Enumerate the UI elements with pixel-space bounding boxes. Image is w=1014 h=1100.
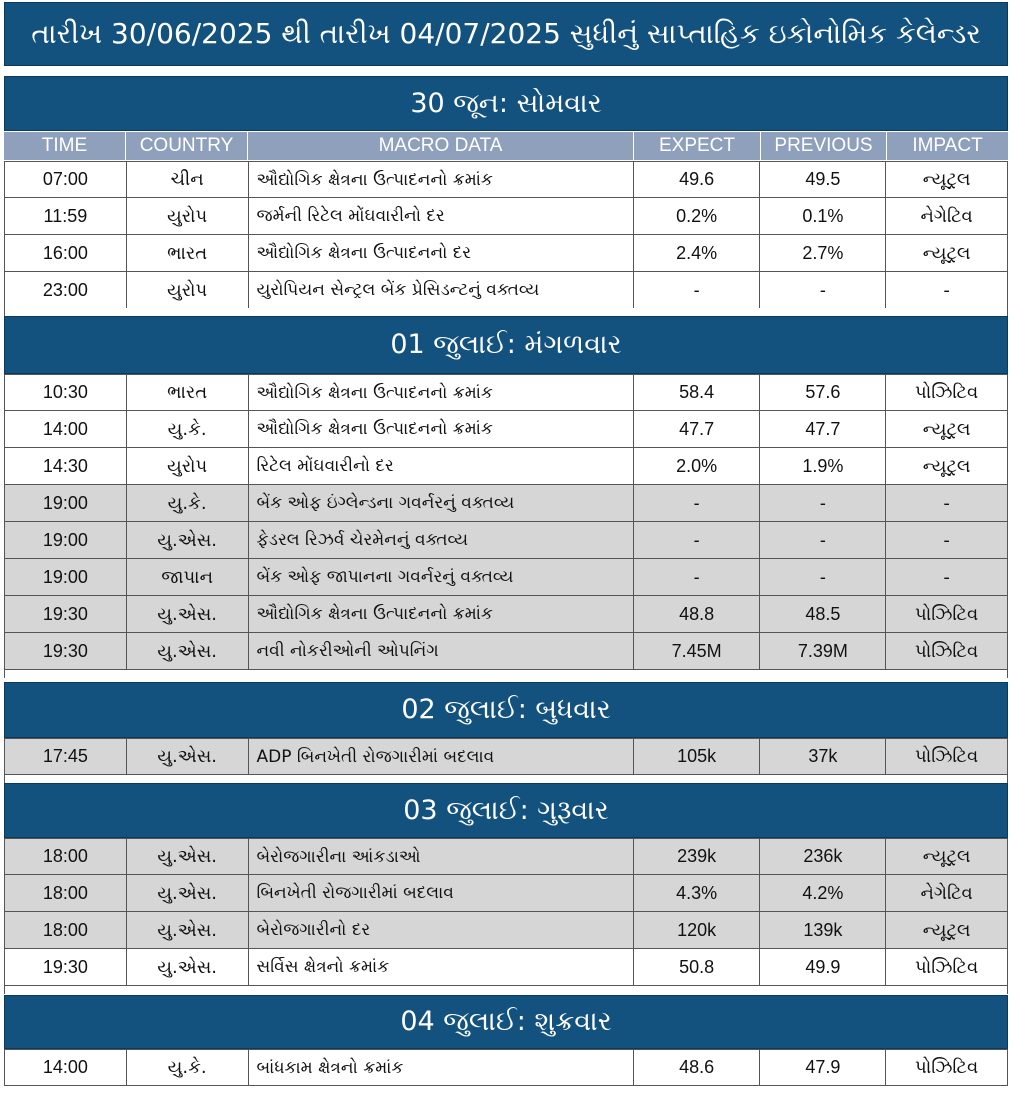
cell-country: યુ.એસ. [127, 839, 249, 874]
cell-previous: - [760, 485, 886, 521]
cell-impact: નેગેટિવ [920, 882, 973, 904]
cell-expect: 47.7 [634, 411, 761, 447]
cell-macro-data: રિટેલ મોંઘવારીનો દર [249, 448, 634, 484]
cell-previous: 49.9 [760, 949, 886, 985]
cell-previous: - [760, 272, 886, 308]
cell-country: યુ.એસ. [127, 522, 249, 558]
cell-time: 16:00 [5, 235, 127, 271]
cell-macro-data: નવી નોકરીઓની ઓપનિંગ [249, 633, 634, 669]
cell-macro-data: ઔદ્યોગિક ક્ષેત્રના ઉત્પાદનનો ક્રમાંક [249, 375, 634, 410]
day-heading-friday: 04 જુલાઈ: શુક્રવાર [4, 995, 1008, 1049]
header-macro-data: MACRO DATA [248, 132, 634, 160]
day-heading-thursday: 03 જુલાઈ: ગુરૂવાર [4, 783, 1008, 838]
header-time: TIME [4, 132, 126, 160]
cell-impact: ન્યૂટ્રલ [922, 418, 971, 440]
cell-impact: ન્યૂટ્રલ [922, 846, 971, 867]
table-header [4, 132, 1008, 160]
header-country: COUNTRY [126, 132, 248, 160]
cell-impact: ન્યૂટ્રલ [922, 169, 971, 190]
cell-country: યુ.એસ. [127, 596, 249, 632]
table-row [4, 838, 1008, 875]
cell-impact: - [943, 279, 950, 301]
cell-time: 10:30 [5, 375, 127, 410]
cell-impact: પોઝિટિવ [915, 603, 979, 625]
cell-expect: 2.4% [634, 235, 761, 271]
header-expect: EXPECT [634, 132, 761, 160]
cell-country: યુરોપ [127, 448, 249, 484]
cell-country: યુ.એસ. [127, 875, 249, 911]
cell-macro-data: ઔદ્યોગિક ક્ષેત્રના ઉત્પાદનનો ક્રમાંક [249, 596, 634, 632]
cell-impact: પોઝિટિવ [915, 1057, 979, 1078]
cell-previous: 37k [760, 739, 886, 774]
cell-time: 23:00 [5, 272, 127, 308]
cell-impact: ન્યૂટ્રલ [922, 919, 971, 941]
cell-impact: પોઝિટિવ [915, 746, 979, 767]
cell-previous: 47.9 [760, 1050, 886, 1085]
cell-expect: 2.0% [634, 448, 761, 484]
table-row [4, 738, 1008, 775]
cell-macro-data: બેરોજગારીના આંકડાઓ [249, 839, 634, 874]
cell-macro-data: ફેડરલ રિઝર્વ ચેરમેનનું વક્તવ્ય [249, 522, 634, 558]
cell-macro-data: જર્મની રિટેલ મોંઘવારીનો દર [249, 198, 634, 234]
table-row [4, 198, 1008, 235]
cell-expect: 48.6 [634, 1050, 761, 1085]
cell-previous: 57.6 [760, 375, 886, 410]
table-row [4, 161, 1008, 198]
section-gap [4, 775, 1008, 783]
header-previous: PREVIOUS [761, 132, 887, 160]
cell-expect: 4.3% [634, 875, 761, 911]
section-gap [4, 308, 1008, 316]
cell-previous: 7.39M [760, 633, 886, 669]
cell-impact: ન્યૂટ્રલ [922, 242, 971, 264]
cell-impact: - [943, 566, 950, 588]
cell-time: 19:00 [5, 559, 127, 595]
cell-time: 14:30 [5, 448, 127, 484]
cell-time: 19:30 [5, 633, 127, 669]
cell-macro-data: ઔદ્યોગિક ક્ષેત્રના ઉત્પાદનનો દર [249, 235, 634, 271]
cell-country: યુ.એસ. [127, 949, 249, 985]
cell-previous: 49.5 [760, 162, 886, 197]
cell-expect: 0.2% [634, 198, 761, 234]
table-row [4, 522, 1008, 559]
cell-expect: 239k [634, 839, 761, 874]
cell-macro-data: યુરોપિયન સેન્ટ્રલ બેંક પ્રેસિડન્ટનું વક્તવ્ય [249, 272, 634, 308]
table-row [4, 374, 1008, 411]
cell-macro-data: બાંધકામ ક્ષેત્રનો ક્રમાંક [249, 1050, 634, 1085]
table-row [4, 949, 1008, 986]
cell-previous: 0.1% [760, 198, 886, 234]
cell-expect: 58.4 [634, 375, 761, 410]
cell-expect: 50.8 [634, 949, 761, 985]
cell-country: યુ.એસ. [127, 633, 249, 669]
cell-macro-data: બિનખેતી રોજગારીમાં બદલાવ [249, 875, 634, 911]
cell-country: જાપાન [127, 559, 249, 595]
cell-macro-data: ઔદ્યોગિક ક્ષેત્રના ઉત્પાદનનો ક્રમાંક [249, 162, 634, 197]
cell-expect: 120k [634, 912, 761, 948]
page-title: તારીખ 30/06/2025 થી તારીખ 04/07/2025 સુધીનું સાપ્તાહિક ઇકોનોમિક કેલેન્ડર [4, 2, 1008, 66]
cell-time: 17:45 [5, 739, 127, 774]
cell-country: યુ.એસ. [127, 739, 249, 774]
cell-impact: પોઝિટિવ [915, 382, 979, 403]
cell-previous: 139k [760, 912, 886, 948]
day-heading-tuesday: 01 જુલાઈ: મંગળવાર [4, 316, 1008, 374]
cell-time: 18:00 [5, 875, 127, 911]
cell-country: યુ.કે. [127, 1050, 249, 1085]
cell-country: ભારત [127, 235, 249, 271]
table-row [4, 633, 1008, 670]
section-gap [4, 670, 1008, 678]
day-heading-wednesday: 02 જુલાઈ: બુધવાર [4, 682, 1008, 738]
cell-previous: 48.5 [760, 596, 886, 632]
table-row [4, 235, 1008, 272]
table-row [4, 912, 1008, 949]
cell-previous: 236k [760, 839, 886, 874]
cell-expect: 49.6 [634, 162, 761, 197]
table-row [4, 559, 1008, 596]
cell-macro-data: સર્વિસ ક્ષેત્રનો ક્રમાંક [249, 949, 634, 985]
cell-previous: 47.7 [760, 411, 886, 447]
cell-country: યુ.કે. [127, 411, 249, 447]
cell-macro-data: બેંક ઓફ જાપાનના ગવર્નરનું વક્તવ્ય [249, 559, 634, 595]
cell-impact: - [943, 529, 950, 551]
cell-country: ચીન [127, 162, 249, 197]
cell-country: યુરોપ [127, 272, 249, 308]
table-row [4, 596, 1008, 633]
table-row [4, 875, 1008, 912]
cell-time: 14:00 [5, 1050, 127, 1085]
cell-impact: ન્યૂટ્રલ [922, 455, 971, 477]
table-row [4, 272, 1008, 309]
cell-time: 19:00 [5, 485, 127, 521]
cell-previous: 4.2% [760, 875, 886, 911]
cell-country: યુ.એસ. [127, 912, 249, 948]
cell-expect: - [634, 522, 761, 558]
cell-impact: નેગેટિવ [920, 205, 973, 227]
cell-macro-data: ઔદ્યોગિક ક્ષેત્રના ઉત્પાદનનો ક્રમાંક [249, 411, 634, 447]
section-gap [4, 986, 1008, 994]
cell-previous: - [760, 559, 886, 595]
cell-expect: 105k [634, 739, 761, 774]
cell-time: 18:00 [5, 839, 127, 874]
cell-time: 14:00 [5, 411, 127, 447]
cell-expect: - [634, 559, 761, 595]
cell-impact: - [943, 492, 950, 514]
cell-country: યુ.કે. [127, 485, 249, 521]
cell-previous: 2.7% [760, 235, 886, 271]
cell-time: 19:30 [5, 596, 127, 632]
cell-expect: 48.8 [634, 596, 761, 632]
cell-time: 19:30 [5, 949, 127, 985]
table-row [4, 485, 1008, 522]
cell-expect: - [634, 485, 761, 521]
cell-macro-data: બેરોજગારીનો દર [249, 912, 634, 948]
cell-impact: પોઝિટિવ [915, 640, 979, 662]
cell-time: 19:00 [5, 522, 127, 558]
table-row [4, 1049, 1008, 1086]
cell-impact: પોઝિટિવ [915, 956, 979, 978]
cell-country: ભારત [127, 375, 249, 410]
cell-time: 11:59 [5, 198, 127, 234]
cell-previous: 1.9% [760, 448, 886, 484]
cell-macro-data: બેંક ઓફ ઇંગ્લેન્ડના ગવર્નરનું વક્તવ્ય [249, 485, 634, 521]
cell-country: યુરોપ [127, 198, 249, 234]
cell-previous: - [760, 522, 886, 558]
table-row [4, 448, 1008, 485]
cell-time: 18:00 [5, 912, 127, 948]
table-row [4, 411, 1008, 448]
day-heading-monday: 30 જૂન: સોમવાર [4, 76, 1008, 131]
cell-macro-data: ADP બિનખેતી રોજગારીમાં બદલાવ [249, 739, 634, 774]
cell-time: 07:00 [5, 162, 127, 197]
header-impact: IMPACT [912, 135, 983, 156]
cell-expect: 7.45M [634, 633, 761, 669]
cell-expect: - [634, 272, 761, 308]
